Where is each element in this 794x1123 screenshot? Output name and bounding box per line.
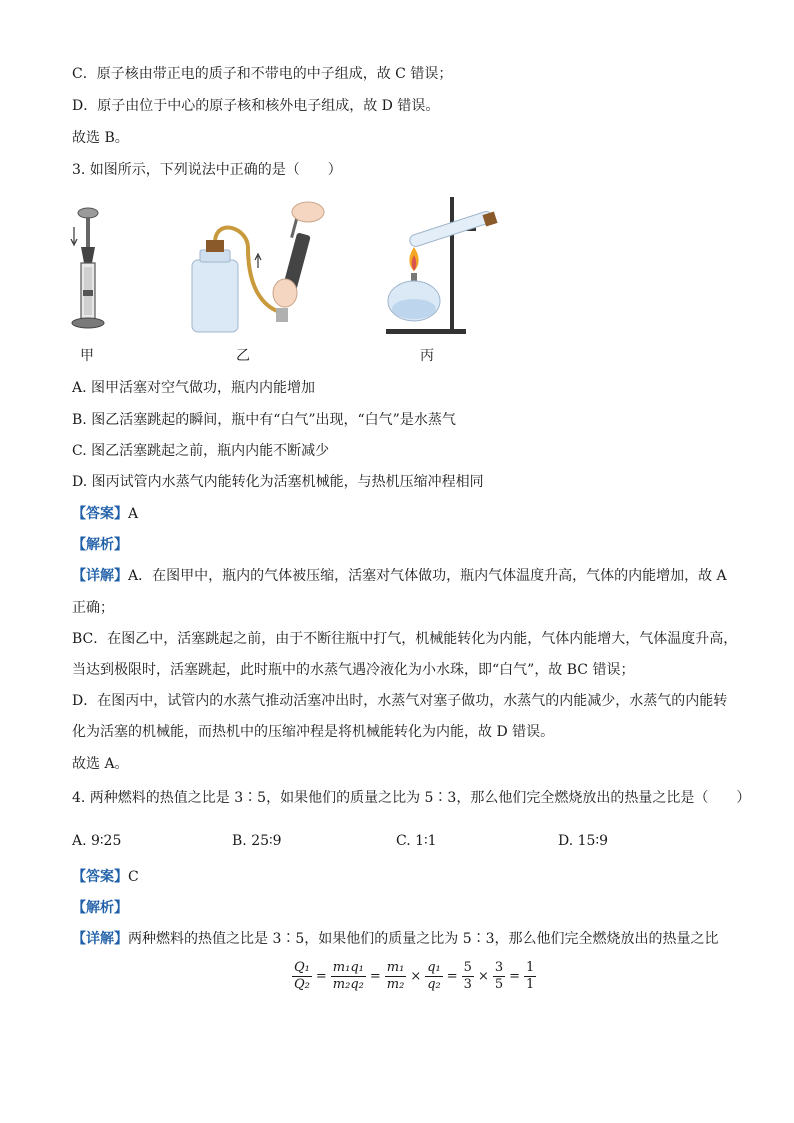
q3-analysis-line — [72, 535, 734, 555]
figure-yi-bottle-pump — [188, 198, 348, 338]
answer-tag: 【答案】 — [72, 869, 128, 885]
prev-option-c-line: C．原子核由带正电的质子和不带电的中子组成，故 C 错误； — [72, 66, 453, 82]
q3-detail-d-line2: 化为活塞的机械能，而热机中的压缩冲程是将机械能转化为内能，故 D 错误。 — [72, 724, 555, 740]
times-sign: × — [410, 969, 422, 984]
q3-detail-a-line1 — [72, 566, 734, 586]
frac-den: m₂ — [386, 977, 405, 992]
detail-tag: 【详解】 — [72, 931, 128, 947]
q4-option-d: D. 15∶9 — [558, 833, 608, 849]
frac-num: 1 — [526, 960, 535, 975]
frac-den: 1 — [526, 977, 535, 992]
frac-den: m₂q₂ — [332, 977, 364, 992]
q3-detail-a-text: A．在图甲中，瓶内的气体被压缩，活塞对气体做功，瓶内气体温度升高，气体的内能增加，故 A — [128, 568, 727, 584]
q3-option-a: A. 图甲活塞对空气做功，瓶内内能增加 — [72, 380, 316, 396]
q3-detail-a-line2: 正确； — [72, 600, 114, 616]
figure-jia-piston-cylinder — [68, 205, 108, 335]
q4-option-b: B. 25∶9 — [232, 833, 282, 849]
q3-detail-bc-line1: BC．在图乙中，活塞跳起之前，由于不断往瓶中打气，机械能转化为内能，气体内能增大，气体温度升高， — [72, 631, 738, 647]
q4-stem: 4. 两种燃料的热值之比是 3∶5，如果他们的质量之比为 5∶3，那么他们完全燃烧放出的热量之比是（ ） — [72, 790, 751, 806]
q4-option-a: A. 9∶25 — [72, 833, 122, 849]
fraction-q — [425, 960, 443, 993]
fraction-m — [385, 960, 407, 993]
fraction-q1-q2 — [292, 960, 312, 993]
prev-option-d-line: D．原子由位于中心的原子核和核外电子组成，故 D 错误。 — [72, 98, 440, 114]
q3-answer-value: A — [128, 506, 139, 522]
equals-sign: = — [315, 969, 327, 984]
frac-num: 5 — [463, 960, 472, 975]
q3-detail-bc-line2: 当达到极限时，活塞跳起，此时瓶中的水蒸气遇冷液化为小水珠，即“白气”，故 BC 错误； — [72, 662, 635, 678]
frac-den: 3 — [463, 977, 472, 992]
fraction-3-5 — [493, 960, 505, 993]
fraction-5-3 — [462, 960, 474, 993]
fraction-1-1 — [524, 960, 536, 993]
frac-num: 3 — [494, 960, 504, 975]
q4-option-c: C. 1∶1 — [396, 833, 437, 849]
detail-tag: 【详解】 — [72, 568, 128, 584]
q3-option-c: C. 图乙活塞跳起之前，瓶内内能不断减少 — [72, 443, 330, 459]
equals-sign: = — [446, 969, 458, 984]
frac-den: Q₂ — [294, 977, 310, 992]
figure-label-bing: 丙 — [420, 348, 434, 364]
equals-sign: = — [509, 969, 521, 984]
q3-stem: 3. 如图所示，下列说法中正确的是（ ） — [72, 162, 342, 178]
frac-num: m₁q₁ — [332, 960, 364, 975]
figure-label-yi: 乙 — [236, 348, 250, 364]
q3-detail-d-line1: D．在图丙中，试管内的水蒸气推动活塞冲出时，水蒸气对塞子做功，水蒸气的内能减少，水蒸气的内能转 — [72, 693, 728, 709]
q4-analysis-line — [72, 898, 734, 918]
q4-answer-value: C — [128, 869, 139, 885]
figure-label-jia: 甲 — [80, 348, 94, 364]
q4-heat-ratio-formula — [290, 960, 538, 993]
analysis-tag: 【解析】 — [72, 900, 128, 916]
frac-den: 5 — [494, 977, 504, 992]
q4-detail-text: 两种燃料的热值之比是 3∶5，如果他们的质量之比为 5∶3，那么他们完全燃烧放出的热量之比 — [128, 931, 719, 947]
q3-choose-line: 故选 A。 — [72, 756, 129, 772]
fraction-mq — [331, 960, 366, 993]
analysis-tag: 【解析】 — [72, 537, 128, 553]
frac-num: q₁ — [427, 960, 441, 975]
frac-num: m₁ — [386, 960, 405, 975]
q3-answer-line — [72, 504, 734, 524]
frac-den: q₂ — [427, 977, 441, 992]
q3-option-b: B. 图乙活塞跳起的瞬间，瓶中有“白气”出现，“白气”是水蒸气 — [72, 412, 456, 428]
q4-answer-line — [72, 867, 734, 887]
answer-tag: 【答案】 — [72, 506, 128, 522]
q4-detail-line — [72, 929, 734, 949]
figure-bing-test-tube-lamp — [380, 193, 510, 338]
times-sign: × — [477, 969, 489, 984]
q3-option-d: D. 图丙试管内水蒸气内能转化为活塞机械能，与热机压缩冲程相同 — [72, 474, 484, 490]
frac-num: Q₁ — [294, 960, 310, 975]
prev-choose-line: 故选 B。 — [72, 130, 129, 146]
equals-sign: = — [369, 969, 381, 984]
